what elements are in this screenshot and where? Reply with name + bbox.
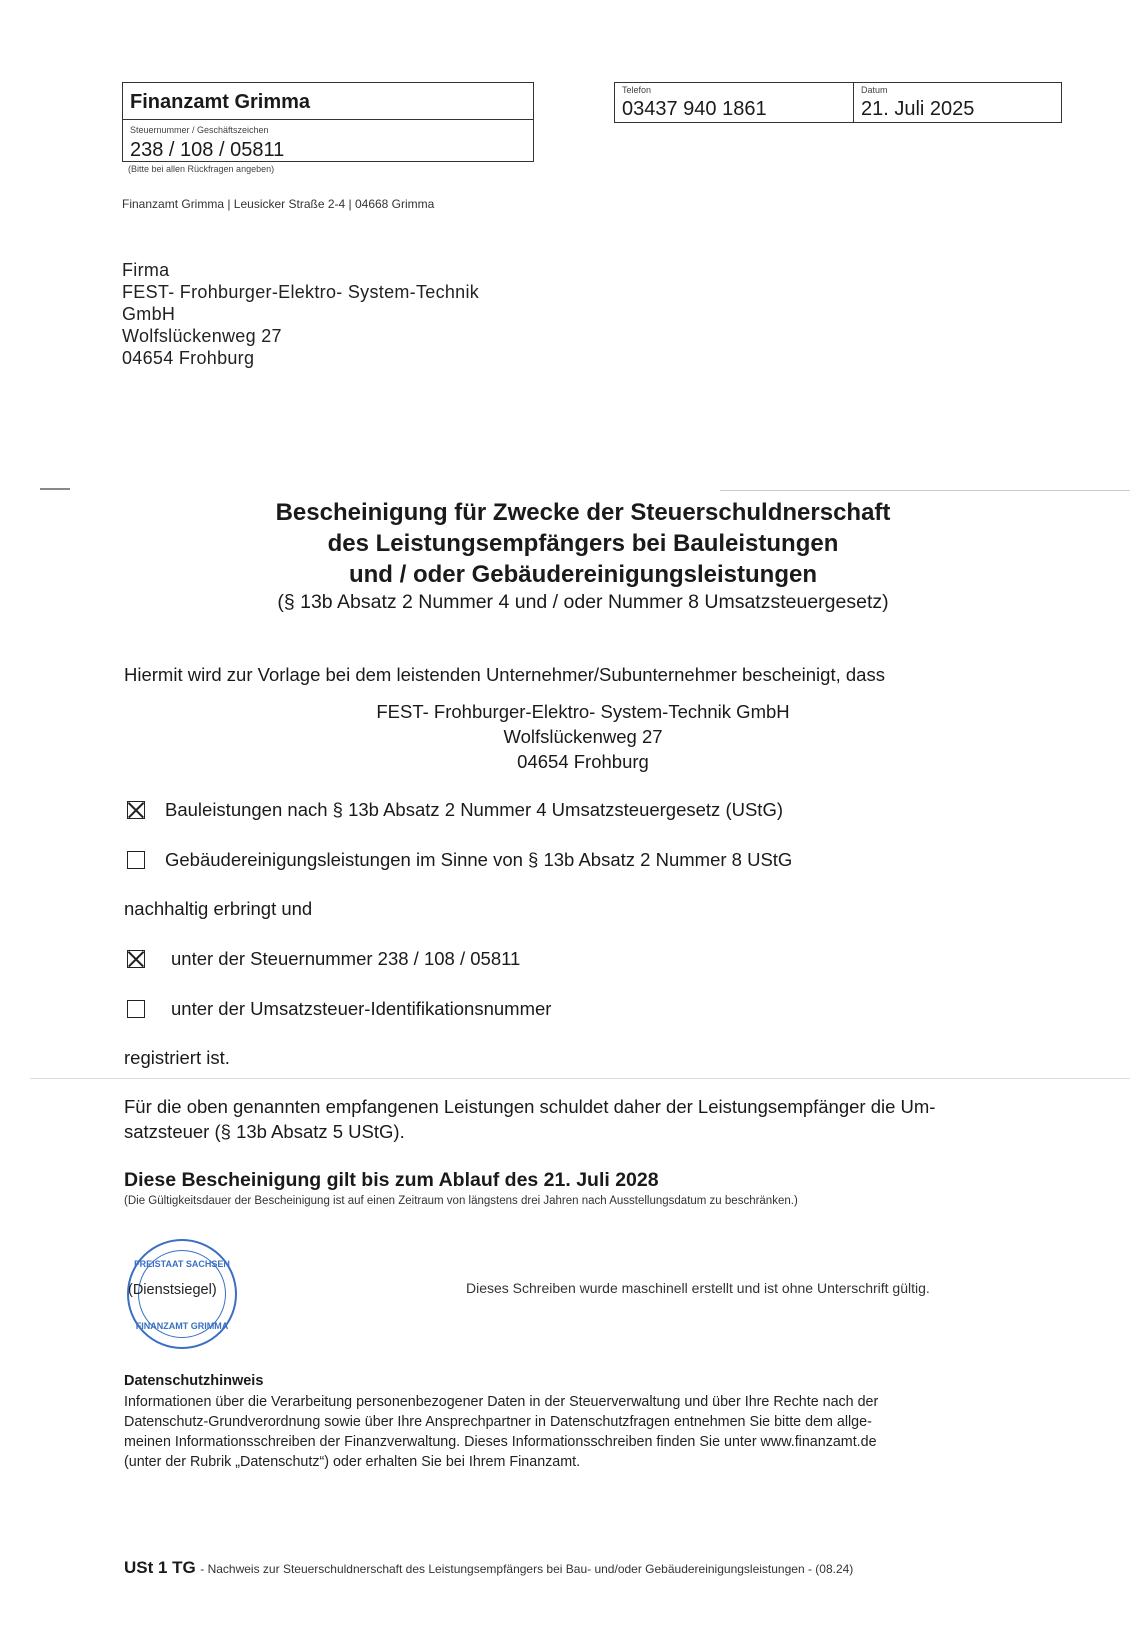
registered-text: registriert ist. <box>124 1047 230 1068</box>
recipient-line: FEST- Frohburger-Elektro- System-Technik <box>122 282 480 302</box>
checkbox-bauleistungen[interactable] <box>127 801 145 819</box>
return-address: Finanzamt Grimma | Leusicker Straße 2-4 | 04668 Grimma <box>122 197 435 211</box>
recipient-line: GmbH <box>122 304 176 324</box>
title-line-2: des Leistungsempfängers bei Bauleistungen <box>327 530 839 557</box>
date-label: Datum <box>861 85 888 95</box>
tax-number-label: Steuernummer / Geschäftszeichen <box>130 125 269 135</box>
validity-text: Diese Bescheinigung gilt bis zum Ablauf des 21. Juli 2028 <box>124 1169 659 1191</box>
company-street: Wolfslückenweg 27 <box>503 726 663 747</box>
privacy-text <box>124 1392 878 1472</box>
scan-artifact-line <box>30 1078 1130 1079</box>
privacy-line-1: Informationen über die Verarbeitung personenbezogener Daten in der Steuerverwaltung und über Ihre Rechte nach der <box>124 1394 879 1410</box>
option-gebaeudereinigung-label: Gebäudereinigungsleistungen im Sinne von § 13b Absatz 2 Nummer 8 UStG <box>165 849 793 870</box>
company-name: FEST- Frohburger-Elektro- System-Technik GmbH <box>376 701 790 722</box>
scan-artifact-line <box>40 488 70 490</box>
document-title <box>0 497 1140 614</box>
form-code: USt 1 TG <box>124 1558 196 1577</box>
seal-bottom-text: FINANZAMT GRIMMA <box>135 1321 229 1331</box>
title-line-3: und / oder Gebäudereinigungsleistungen <box>348 561 818 588</box>
privacy-line-4: (unter der Rubrik „Datenschutz“) oder erhalten Sie bei Ihrem Finanzamt. <box>124 1454 581 1470</box>
scan-artifact-line <box>720 490 1130 491</box>
title-subtitle: (§ 13b Absatz 2 Nummer 4 und / oder Nummer 8 Umsatzsteuergesetz) <box>277 591 889 613</box>
phone-number: 03437 940 1861 <box>622 98 767 120</box>
intro-text: Hiermit wird zur Vorlage bei dem leistenden Unternehmer/Subunternehmer bescheinigt, dass <box>124 664 885 685</box>
recipient-line: Wolfslückenweg 27 <box>122 326 282 346</box>
liability-line-2: satzsteuer (§ 13b Absatz 5 UStG). <box>124 1121 405 1142</box>
seal-label: (Dienstsiegel) <box>128 1282 217 1298</box>
privacy-line-3: meinen Informationsschreiben der Finanzverwaltung. Dieses Informationsschreiben finden Sie unter www.finanzamt.de <box>124 1434 877 1450</box>
phone-label: Telefon <box>622 85 652 95</box>
validity-note: (Die Gültigkeitsdauer der Bescheinigung ist auf einen Zeitraum von längstens drei Jahren nach Ausstellungsdatum zu beschränken.) <box>124 1195 798 1207</box>
checkbox-steuernummer[interactable] <box>127 950 145 968</box>
tax-number-note: (Bitte bei allen Rückfragen angeben) <box>128 164 275 174</box>
form-footer <box>124 1558 853 1578</box>
option-steuernummer-label: unter der Steuernummer 238 / 108 / 05811 <box>171 948 521 969</box>
liability-line-1: Für die oben genannten empfangenen Leistungen schuldet daher der Leistungsempfänger die Um- <box>124 1096 936 1117</box>
checkbox-gebaeudereinigung[interactable] <box>127 851 145 869</box>
privacy-heading: Datenschutzhinweis <box>124 1373 264 1389</box>
machine-generated-note: Dieses Schreiben wurde maschinell erstellt und ist ohne Unterschrift gültig. <box>466 1280 930 1296</box>
privacy-line-2: Datenschutz-Grundverordnung sowie über Ihre Ansprechpartner in Datenschutzfragen entnehmen Sie bitte dem allge- <box>124 1414 872 1430</box>
recipient-line: Firma <box>122 260 170 280</box>
option-ust-idnr-label: unter der Umsatzsteuer-Identifikationsnummer <box>171 998 552 1019</box>
mid-text: nachhaltig erbringt und <box>124 898 313 919</box>
form-description: - Nachweis zur Steuerschuldnerschaft des Leistungsempfängers bei Bau- und/oder Gebäudereinigungsleistungen - (08.24) <box>200 1562 854 1576</box>
option-bauleistungen-label: Bauleistungen nach § 13b Absatz 2 Nummer 4 Umsatzsteuergesetz (UStG) <box>165 799 783 820</box>
contact-box <box>614 82 1062 123</box>
recipient-line: 04654 Frohburg <box>122 348 255 368</box>
letter-date: 21. Juli 2025 <box>861 98 975 120</box>
title-line-1: Bescheinigung für Zwecke der Steuerschuldnerschaft <box>275 499 891 526</box>
checkbox-ust-idnr[interactable] <box>127 1000 145 1018</box>
company-city: 04654 Frohburg <box>517 751 649 772</box>
seal-top-text: FREISTAAT SACHSEN <box>134 1259 230 1269</box>
liability-text <box>124 1094 935 1144</box>
certified-company <box>0 699 1140 774</box>
tax-number: 238 / 108 / 05811 <box>130 139 285 161</box>
office-box <box>122 82 534 162</box>
office-name: Finanzamt Grimma <box>130 91 311 113</box>
recipient-address <box>122 259 479 369</box>
